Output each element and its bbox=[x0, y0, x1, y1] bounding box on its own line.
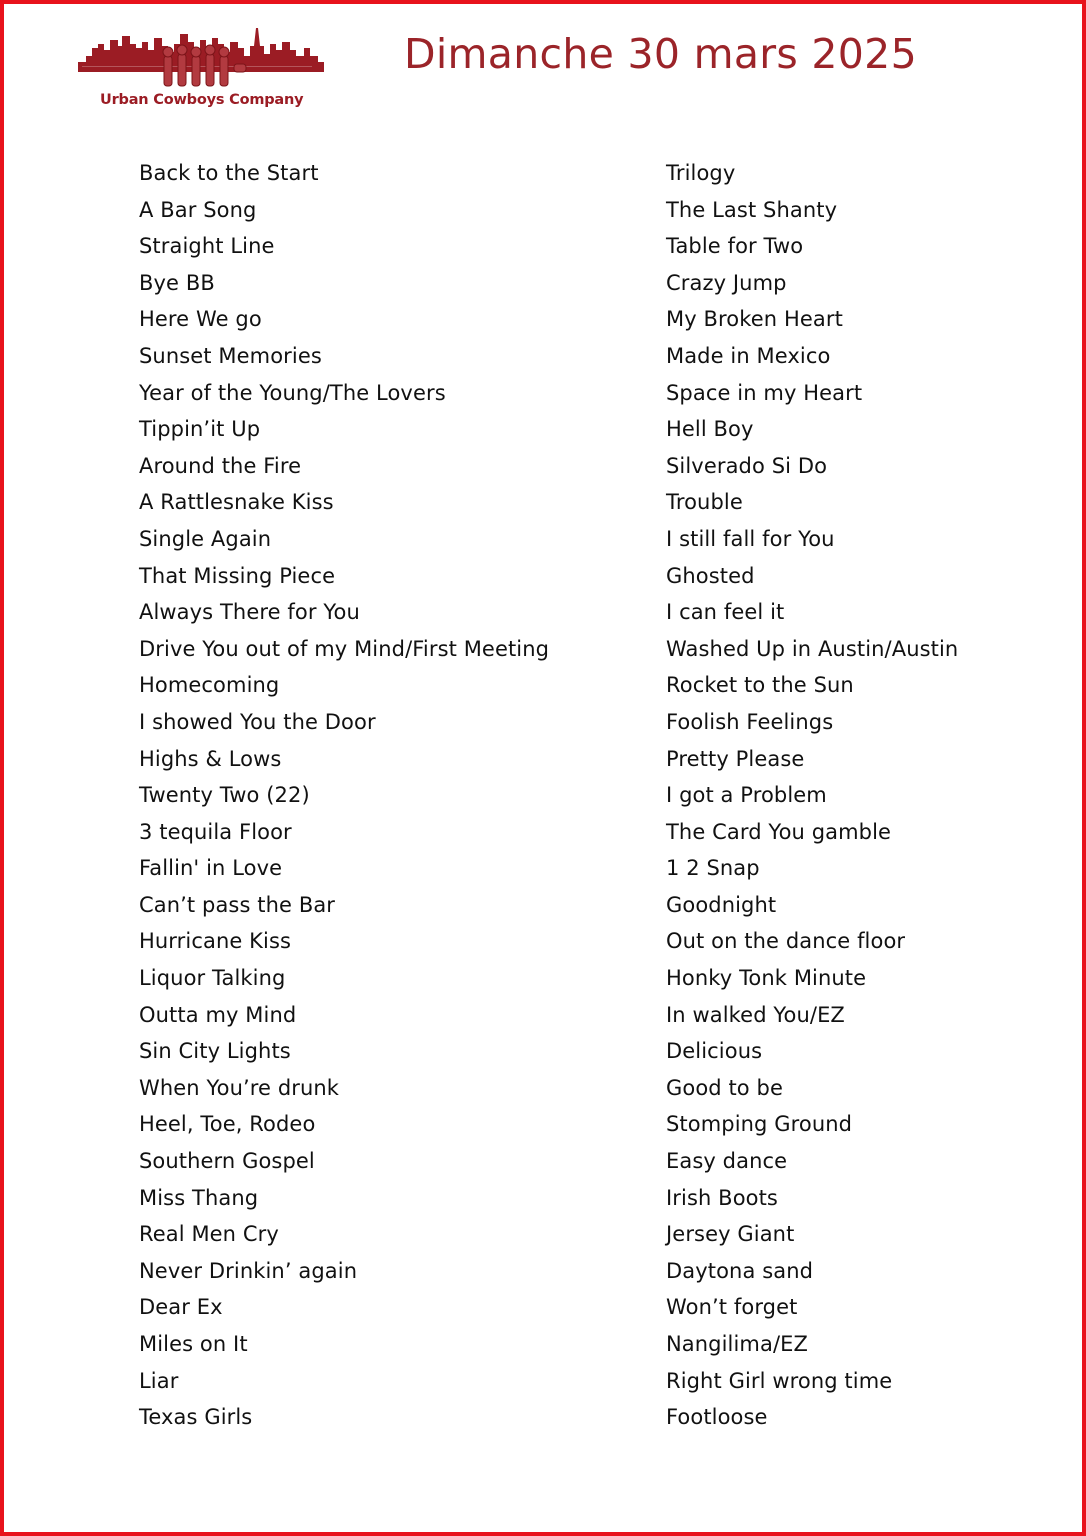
list-item: Goodnight bbox=[666, 892, 777, 917]
city-skyline-icon bbox=[78, 26, 324, 90]
list-item: Space in my Heart bbox=[666, 380, 863, 405]
list-item: Honky Tonk Minute bbox=[666, 966, 867, 991]
list-item: Real Men Cry bbox=[139, 1222, 279, 1247]
list-item: Made in Mexico bbox=[666, 343, 831, 368]
list-item: Footloose bbox=[666, 1405, 768, 1430]
list-item: The Card You gamble bbox=[666, 819, 892, 844]
list-item: The Last Shanty bbox=[666, 197, 838, 222]
list-item: Around the Fire bbox=[139, 453, 302, 478]
list-item: My Broken Heart bbox=[666, 307, 843, 332]
list-item: Highs & Lows bbox=[139, 746, 282, 771]
list-item: Dear Ex bbox=[139, 1295, 223, 1320]
list-item: Crazy Jump bbox=[666, 270, 787, 295]
list-item: Easy dance bbox=[666, 1149, 788, 1174]
list-item: A Rattlesnake Kiss bbox=[139, 490, 334, 515]
company-logo bbox=[78, 26, 324, 114]
list-item: Sin City Lights bbox=[139, 1039, 291, 1064]
list-item: I still fall for You bbox=[666, 526, 835, 551]
list-item: Homecoming bbox=[139, 673, 280, 698]
list-item: Trouble bbox=[666, 490, 743, 515]
list-item: Never Drinkin’ again bbox=[139, 1258, 358, 1283]
list-item: Nangilima/EZ bbox=[666, 1332, 808, 1356]
list-item: Hell Boy bbox=[666, 417, 754, 442]
list-item: A Bar Song bbox=[139, 197, 257, 222]
list-item: Rocket to the Sun bbox=[666, 673, 854, 698]
list-item: Liar bbox=[139, 1368, 179, 1393]
list-item: Texas Girls bbox=[139, 1405, 253, 1430]
list-item: Tippin’it Up bbox=[139, 417, 261, 442]
list-item: Sunset Memories bbox=[139, 343, 322, 368]
list-item: When You’re drunk bbox=[139, 1075, 340, 1100]
list-item: Here We go bbox=[139, 307, 262, 332]
list-item: I showed You the Door bbox=[139, 709, 376, 734]
list-item: Southern Gospel bbox=[139, 1149, 315, 1174]
list-item: Back to the Start bbox=[139, 161, 319, 185]
song-list-right bbox=[666, 155, 958, 1436]
list-item: Drive You out of my Mind/First Meeting bbox=[139, 636, 550, 661]
list-item: 3 tequila Floor bbox=[139, 819, 292, 844]
list-item: In walked You/EZ bbox=[666, 1002, 845, 1027]
list-item: Miss Thang bbox=[139, 1185, 259, 1210]
list-item: Daytona sand bbox=[666, 1258, 814, 1283]
list-item: Out on the dance floor bbox=[666, 929, 906, 954]
list-item: Washed Up in Austin/Austin bbox=[666, 636, 959, 661]
list-item: Outta my Mind bbox=[139, 1002, 297, 1027]
list-item: Irish Boots bbox=[666, 1185, 778, 1210]
list-item: Hurricane Kiss bbox=[139, 929, 292, 954]
list-item: Pretty Please bbox=[666, 746, 805, 771]
list-item: Jersey Giant bbox=[666, 1222, 795, 1247]
list-item: Fallin' in Love bbox=[139, 856, 283, 881]
list-item: Heel, Toe, Rodeo bbox=[139, 1112, 316, 1137]
list-item: Foolish Feelings bbox=[666, 709, 834, 734]
list-item: Trilogy bbox=[666, 161, 736, 185]
list-item: Right Girl wrong time bbox=[666, 1368, 893, 1393]
logo-text: Urban Cowboys Company bbox=[100, 92, 304, 108]
list-item: I got a Problem bbox=[666, 783, 827, 808]
list-item: I can feel it bbox=[666, 600, 785, 625]
list-item: Twenty Two (22) bbox=[139, 783, 310, 808]
list-item: Stomping Ground bbox=[666, 1112, 853, 1137]
list-item: Table for Two bbox=[666, 234, 804, 259]
list-item: Miles on It bbox=[139, 1332, 248, 1356]
list-item: Silverado Si Do bbox=[666, 453, 828, 478]
list-item: Can’t pass the Bar bbox=[139, 892, 336, 917]
list-item: Good to be bbox=[666, 1075, 783, 1100]
song-list-left bbox=[139, 155, 549, 1436]
list-item: Ghosted bbox=[666, 563, 755, 588]
list-item: Won’t forget bbox=[666, 1295, 798, 1320]
list-item: 1 2 Snap bbox=[666, 856, 760, 881]
list-item: Straight Line bbox=[139, 234, 275, 259]
list-item: Bye BB bbox=[139, 270, 215, 295]
list-item: Year of the Young/The Lovers bbox=[139, 380, 446, 405]
list-item: That Missing Piece bbox=[139, 563, 336, 588]
list-item: Delicious bbox=[666, 1039, 763, 1064]
page-title: Dimanche 30 mars 2025 bbox=[404, 30, 917, 78]
list-item: Liquor Talking bbox=[139, 966, 286, 991]
list-item: Single Again bbox=[139, 526, 272, 551]
list-item: Always There for You bbox=[139, 600, 360, 625]
